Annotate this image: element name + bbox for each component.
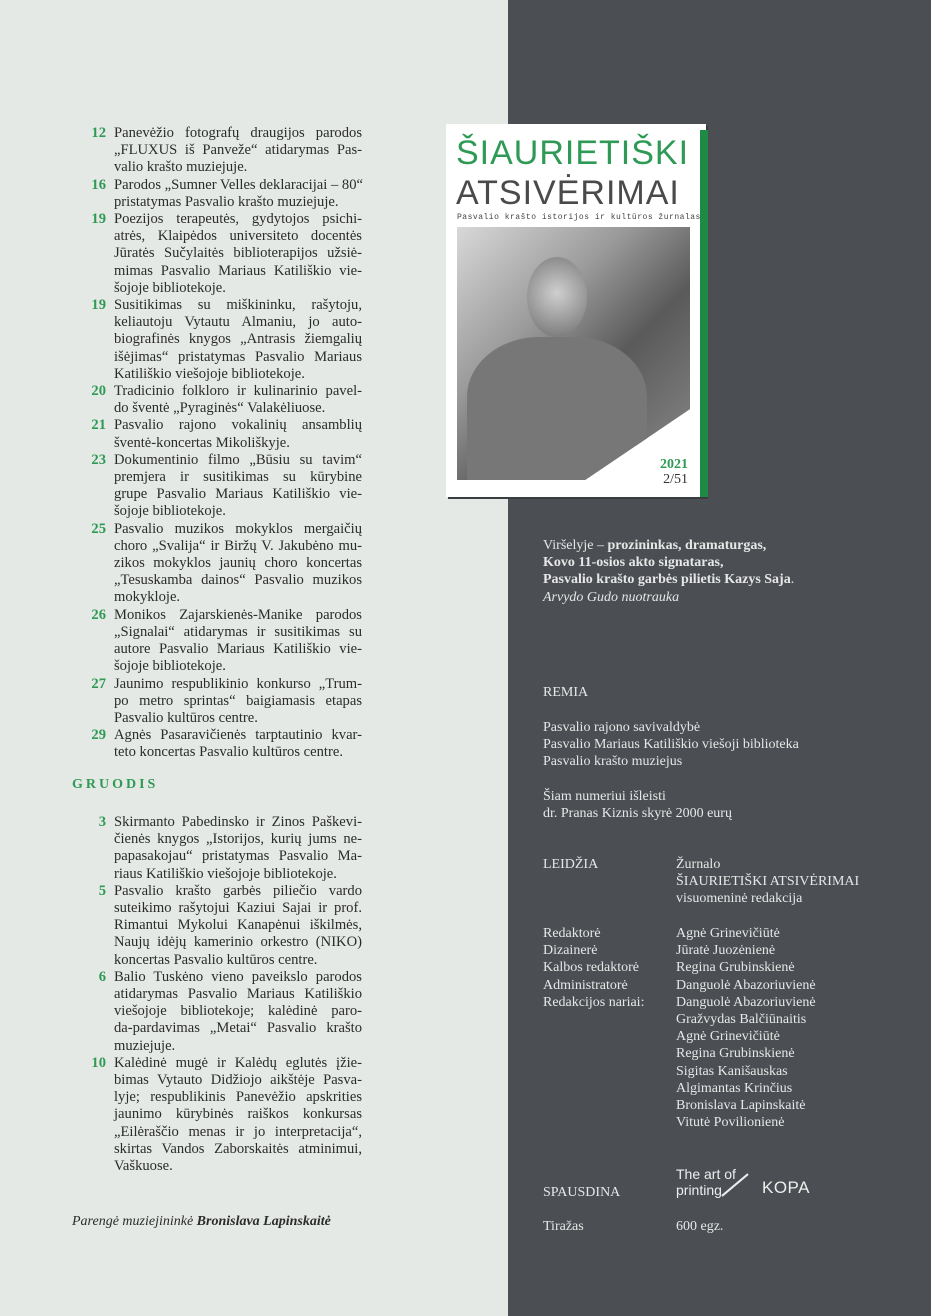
event-line: Tradicinio folkloro ir kulinarinio pavel- bbox=[114, 383, 362, 400]
staff-row bbox=[543, 942, 816, 959]
event-line: Dokumentinio filmo „Būsiu su tavim“ bbox=[114, 451, 362, 468]
event-line: Pasvalio muzikos mokyklos mergaičių bbox=[114, 520, 362, 537]
event-line: mokykloje. bbox=[114, 589, 181, 606]
event-line: Rimantui Mykolui Kanapėnui iškilmės, bbox=[114, 917, 362, 934]
tirazas-label: Tiražas bbox=[543, 1219, 584, 1234]
event-day: 19 bbox=[91, 211, 106, 228]
sponsor: Pasvalio rajono savivaldybė bbox=[543, 720, 701, 735]
event-entry bbox=[60, 383, 362, 417]
event-day: 26 bbox=[91, 606, 106, 623]
tirazas-value: 600 egz. bbox=[676, 1219, 724, 1234]
staff-role bbox=[543, 1080, 676, 1097]
cover-title-line1: ŠIAURIETIŠKI bbox=[456, 134, 690, 172]
event-line: šventė-koncertas Mikoliškyje. bbox=[114, 434, 290, 451]
event-day: 23 bbox=[91, 451, 106, 468]
event-text bbox=[114, 727, 362, 761]
event-line: Naujų idėjų kamerinio orkestro (NIKO) bbox=[114, 934, 362, 951]
event-line: atrės, Klaipėdos universiteto docentės bbox=[114, 228, 362, 245]
event-line: Vaškuose. bbox=[114, 1158, 173, 1175]
staff-row bbox=[543, 1063, 816, 1080]
kopa-logo bbox=[676, 1166, 810, 1198]
event-day: 5 bbox=[98, 882, 106, 899]
event-day: 16 bbox=[91, 176, 106, 193]
event-line: autore Pasvalio Mariaus Katiliškio vie- bbox=[114, 641, 362, 658]
event-day: 6 bbox=[98, 968, 106, 985]
sponsor: Pasvalio krašto muziejus bbox=[543, 754, 683, 770]
event-line: bimas Vytauto Didžiojo aikštėje Pasva- bbox=[114, 1072, 362, 1089]
event-text bbox=[114, 607, 362, 676]
event-text bbox=[114, 211, 362, 297]
event-line: Balio Tuskėno vieno paveikslo parodos bbox=[114, 968, 362, 985]
staff-name: Regina Grubinskienė bbox=[676, 1046, 795, 1062]
event-text bbox=[114, 676, 362, 728]
december-events bbox=[60, 814, 362, 1175]
event-line: viešojoje bibliotekoje; kalėdinė paro- bbox=[114, 1003, 362, 1020]
staff-row bbox=[543, 959, 816, 976]
staff-row bbox=[543, 925, 816, 942]
event-day: 25 bbox=[91, 520, 106, 537]
logo-text: The art of bbox=[676, 1166, 736, 1182]
photo-credit: Arvydo Gudo nuotrauka bbox=[543, 589, 680, 605]
remia-heading: REMIA bbox=[543, 685, 589, 700]
event-text bbox=[114, 521, 362, 607]
event-line: šojoje bibliotekoje. bbox=[114, 658, 226, 675]
event-line: šojoje bibliotekoje. bbox=[114, 503, 226, 520]
cover-year: 2021 bbox=[660, 457, 688, 472]
event-line: Jaunimo respublikinio konkurso „Trum- bbox=[114, 675, 362, 692]
event-text bbox=[114, 452, 362, 521]
cover-spine bbox=[700, 130, 708, 497]
staff-name: Gražvydas Balčiūnaitis bbox=[676, 1012, 807, 1028]
staff-name: Bronislava Lapinskaitė bbox=[676, 1098, 806, 1114]
event-entry bbox=[60, 125, 362, 177]
staff-row bbox=[543, 994, 816, 1011]
event-line: pristatymas Pasvalio krašto muziejuje. bbox=[114, 193, 339, 210]
event-line: Katiliškio viešojoje bibliotekoje. bbox=[114, 365, 305, 382]
staff-row bbox=[543, 1045, 816, 1062]
event-entry bbox=[60, 417, 362, 451]
event-line: Jūratės Sučylaitės biblioterapijos užsiė- bbox=[114, 245, 362, 262]
event-line: Poezijos terapeutės, gydytojos psichi- bbox=[114, 211, 362, 228]
event-line: do šventė „Pyraginės“ Valakėliuose. bbox=[114, 400, 326, 417]
event-day: 10 bbox=[91, 1054, 106, 1071]
event-entry bbox=[60, 521, 362, 607]
staff-row bbox=[543, 1028, 816, 1045]
event-line: skirtas Vandos Zaborskaitės atminimui, bbox=[114, 1140, 362, 1157]
staff-role bbox=[543, 1045, 676, 1062]
event-text bbox=[114, 969, 362, 1055]
month-heading: GRUODIS bbox=[72, 777, 159, 792]
event-line: Susitikimas su miškininku, rašytoju, bbox=[114, 297, 362, 314]
event-text bbox=[114, 125, 362, 177]
sponsor: Pasvalio Mariaus Katiliškio viešoji biblioteka bbox=[543, 737, 799, 753]
november-events bbox=[60, 125, 362, 762]
event-day: 29 bbox=[91, 727, 106, 744]
staff-name: Sigitas Kanišauskas bbox=[676, 1063, 788, 1079]
event-day: 27 bbox=[91, 675, 106, 692]
event-entry bbox=[60, 1055, 362, 1175]
leidzia-heading: LEIDŽIA bbox=[543, 857, 599, 872]
event-line: Agnės Pasaravičienės tarptautinio kvar- bbox=[114, 727, 362, 744]
event-line: jaunimo kūrybinės raiškos konkursas bbox=[114, 1106, 362, 1123]
event-entry bbox=[60, 177, 362, 211]
event-line: grupe Pasvalio Mariaus Katiliškio vie- bbox=[114, 486, 362, 503]
event-text bbox=[114, 417, 362, 451]
staff-row bbox=[543, 1114, 816, 1131]
event-line: Skirmanto Pabedinsko ir Zinos Paškevi- bbox=[114, 814, 362, 830]
event-entry bbox=[60, 883, 362, 969]
event-day: 19 bbox=[91, 297, 106, 314]
event-line: Pasvalio kultūros centre. bbox=[114, 709, 258, 726]
event-line: išėjimas“ pristatymas Pasvalio Mariaus bbox=[114, 348, 362, 365]
event-line: Kalėdinė mugė ir Kalėdų eglutės įžie- bbox=[114, 1054, 362, 1071]
staff-role: Redaktorė bbox=[543, 926, 601, 941]
staff-name: Algimantas Krinčius bbox=[676, 1080, 793, 1096]
event-day: 12 bbox=[91, 125, 106, 141]
staff-name: Jūratė Juozėnienė bbox=[676, 943, 776, 959]
staff-row bbox=[543, 1097, 816, 1114]
staff-name: Danguolė Abazoriuvienė bbox=[676, 994, 816, 1010]
staff-name: Vitutė Povilionienė bbox=[676, 1115, 785, 1131]
event-entry bbox=[60, 727, 362, 761]
staff-role: Kalbos redaktorė bbox=[543, 960, 640, 976]
logo-brand: KOPA bbox=[762, 1178, 810, 1197]
event-line: Monikos Zajarskienės-Manike parodos bbox=[114, 606, 362, 623]
prepared-by: Parengė muziejininkė Bronislava Lapinskaitė bbox=[72, 1214, 331, 1229]
caption-line: Kovo 11-osios akto signataras, bbox=[543, 555, 724, 571]
publisher-line: ŠIAURIETIŠKI ATSIVĖRIMAI bbox=[676, 874, 860, 890]
sponsor-note-line: Šiam numeriui išleisti bbox=[543, 789, 666, 804]
cover-subtitle: Pasvalio krašto istorijos ir kultūros žurnalas bbox=[457, 213, 701, 222]
event-entry bbox=[60, 297, 362, 383]
staff-row bbox=[543, 1080, 816, 1097]
event-entry bbox=[60, 676, 362, 728]
event-line: zikos mokyklos jaunių choro koncertas bbox=[114, 555, 362, 572]
event-line: choro „Svalija“ ir Biržų V. Jakubėno mu- bbox=[114, 537, 362, 554]
cover-photo bbox=[457, 227, 690, 480]
caption-line: Pasvalio krašto garbės pilietis Kazys Saja bbox=[543, 572, 791, 588]
event-line: Pasvalio krašto garbės piliečio vardo bbox=[114, 882, 362, 899]
event-day: 21 bbox=[91, 417, 106, 434]
event-line: premjera ir susitikimas su kūrybine bbox=[114, 469, 362, 486]
caption-line: prozininkas, dramaturgas, bbox=[607, 538, 767, 553]
event-text bbox=[114, 1055, 362, 1175]
staff-role bbox=[543, 1097, 676, 1114]
event-line: šojoje bibliotekoje. bbox=[114, 279, 226, 296]
event-line: „Tesuskamba dainos“ Pasvalio muzikos bbox=[114, 572, 362, 589]
event-line: lyje; respublikinis Panevėžio apskrities bbox=[114, 1089, 362, 1106]
staff-row bbox=[543, 977, 816, 994]
event-line: papasakojau“ pristatymas Pasvalio Ma- bbox=[114, 848, 362, 865]
cover-title-line2: ATSIVĖRIMAI bbox=[456, 174, 680, 212]
event-line: da-pardavimas „Metai“ Pasvalio krašto bbox=[114, 1020, 362, 1037]
event-text bbox=[114, 883, 362, 969]
event-text bbox=[114, 814, 362, 883]
event-entry bbox=[60, 452, 362, 521]
event-line: „FLUXUS iš Panveže“ atidarymas Pas- bbox=[114, 142, 362, 159]
caption-end: . bbox=[790, 572, 795, 588]
event-day: 3 bbox=[98, 814, 106, 830]
event-line: Parodos „Sumner Velles deklaracijai – 80“ bbox=[114, 176, 363, 193]
leidzia bbox=[543, 856, 859, 908]
staff-name: Regina Grubinskienė bbox=[676, 960, 795, 976]
event-line: Panevėžio fotografų draugijos parodos bbox=[114, 125, 362, 141]
staff-role: Dizainerė bbox=[543, 943, 598, 959]
staff-list bbox=[543, 925, 816, 1131]
event-entry bbox=[60, 607, 362, 676]
sponsor-note bbox=[543, 788, 732, 822]
event-line: biografinės knygos „Antrasis žiemgalių bbox=[114, 331, 362, 348]
photo-figure-head bbox=[527, 257, 587, 337]
event-text bbox=[114, 177, 362, 211]
photo-figure-body bbox=[467, 337, 647, 487]
staff-role bbox=[543, 1063, 676, 1080]
publisher-line: visuomeninė redakcija bbox=[676, 891, 803, 907]
cover-caption bbox=[543, 537, 794, 606]
event-line: „Signalai“ atidarymas ir susitikimas su bbox=[114, 623, 362, 640]
staff-row bbox=[543, 1011, 816, 1028]
publisher-line: Žurnalo bbox=[676, 857, 721, 872]
sponsor-note-line: dr. Pranas Kiznis skyrė 2000 eurų bbox=[543, 806, 732, 822]
event-line: atidarymas Pasvalio Mariaus Katiliškio bbox=[114, 986, 362, 1003]
event-line: čienės knygos „Istorijos, kurių jums ne- bbox=[114, 831, 362, 848]
caption-prefix: Viršelyje – bbox=[543, 538, 608, 553]
staff-role bbox=[543, 1114, 676, 1131]
staff-role: Administratorė bbox=[543, 977, 628, 993]
event-line: keliautoju Vytautu Almaniu, jo auto- bbox=[114, 314, 362, 331]
spausdina-heading: SPAUSDINA bbox=[543, 1185, 621, 1200]
event-line: riaus Katiliškio viešojoje bibliotekoje. bbox=[114, 865, 337, 882]
logo-text: printing bbox=[676, 1182, 722, 1198]
event-line: koncertas Pasvalio kultūros centre. bbox=[114, 951, 318, 968]
event-line: Pasvalio rajono vokalinių ansamblių bbox=[114, 417, 362, 434]
staff-role: Redakcijos nariai: bbox=[543, 994, 645, 1010]
staff-role bbox=[543, 1028, 676, 1045]
remia-list bbox=[543, 719, 799, 771]
cover-issue: 2/51 bbox=[663, 472, 688, 487]
event-day: 20 bbox=[91, 383, 106, 400]
tirazas bbox=[543, 1218, 723, 1235]
event-line: muziejuje. bbox=[114, 1037, 176, 1054]
event-line: valio krašto muziejuje. bbox=[114, 159, 248, 176]
author-name: Bronislava Lapinskaitė bbox=[196, 1214, 331, 1229]
event-line: po metro sprintas“ baigiamasis etapas bbox=[114, 692, 362, 709]
staff-role bbox=[543, 1011, 676, 1028]
event-text bbox=[114, 383, 362, 417]
staff-name: Agnė Grinevičiūtė bbox=[676, 926, 780, 941]
event-line: mimas Pasvalio Mariaus Katiliškio vie- bbox=[114, 262, 362, 279]
magazine-cover bbox=[446, 124, 706, 497]
event-entry bbox=[60, 969, 362, 1055]
event-entry bbox=[60, 211, 362, 297]
event-entry bbox=[60, 814, 362, 883]
staff-name: Danguolė Abazoriuvienė bbox=[676, 977, 816, 993]
event-line: „Eilėraščio menas ir jo interpretacija“, bbox=[114, 1123, 362, 1140]
event-line: teto koncertas Pasvalio kultūros centre. bbox=[114, 744, 343, 761]
staff-name: Agnė Grinevičiūtė bbox=[676, 1029, 780, 1045]
event-line: suteikimo rašytojui Kaziui Sajai ir prof. bbox=[114, 900, 362, 917]
event-text bbox=[114, 297, 362, 383]
